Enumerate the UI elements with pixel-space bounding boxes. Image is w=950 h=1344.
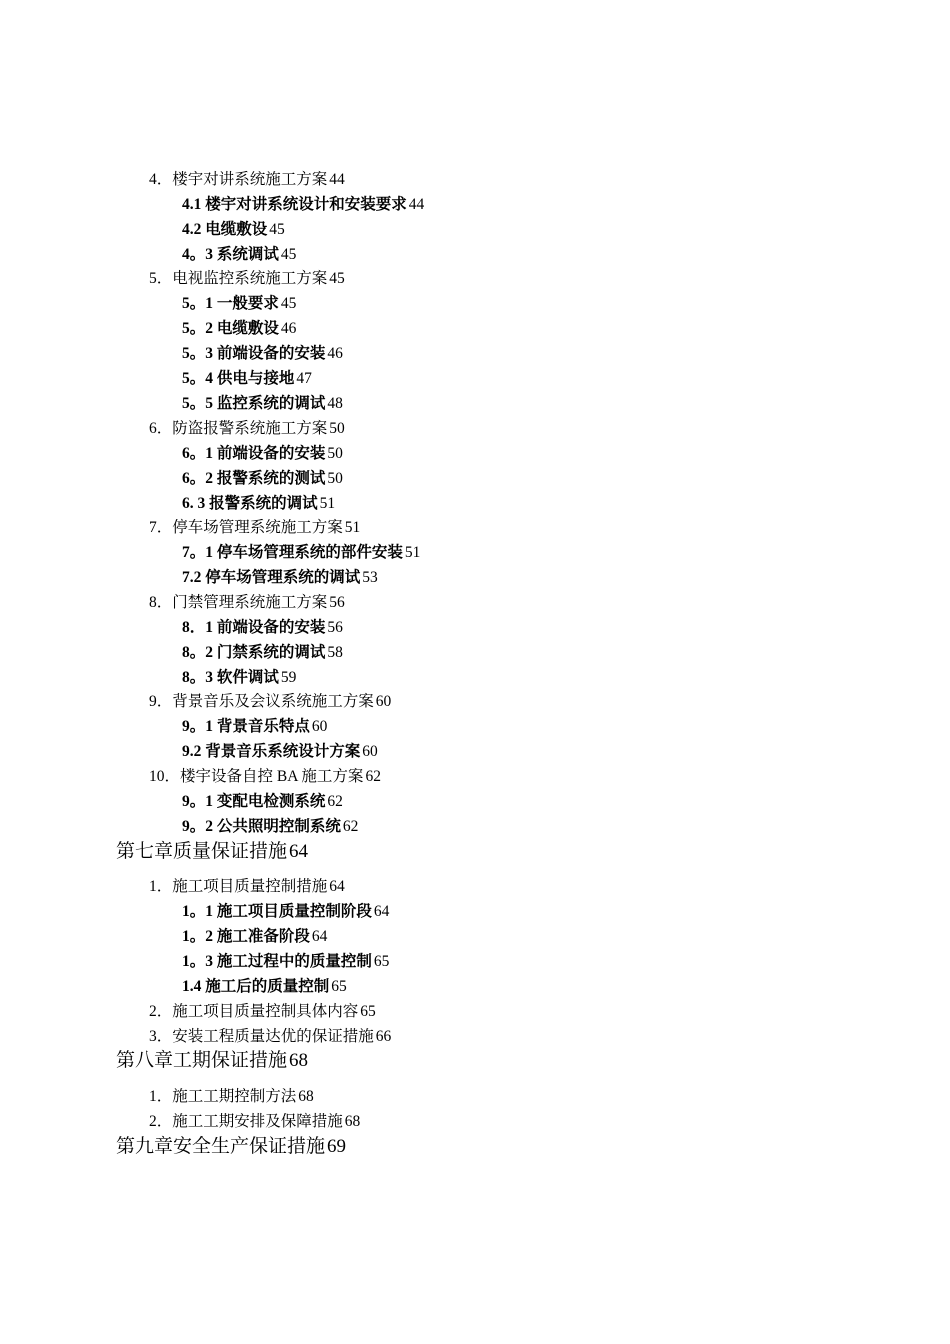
toc-page-number: 65 xyxy=(331,978,347,995)
toc-chapter-entry xyxy=(116,842,308,861)
toc-page-number: 65 xyxy=(360,1003,376,1020)
toc-page-number: 60 xyxy=(362,743,378,760)
toc-entry-label: 4。3 系统调试 xyxy=(182,246,279,263)
toc-page-number: 45 xyxy=(269,221,285,238)
toc-chapter-entry xyxy=(116,1137,346,1156)
toc-entry-label: 5．电视监控系统施工方案 xyxy=(149,270,328,287)
toc-section-entry xyxy=(149,1029,391,1045)
toc-subsection-entry xyxy=(182,645,343,661)
toc-page-number: 50 xyxy=(327,445,343,462)
toc-section-entry xyxy=(149,172,345,188)
toc-entry-label: 2．施工项目质量控制具体内容 xyxy=(149,1003,359,1020)
toc-subsection-entry xyxy=(182,819,358,835)
toc-entry-label: 10．楼宇设备自控 BA 施工方案 xyxy=(149,768,364,785)
toc-entry-label: 8．门禁管理系统施工方案 xyxy=(149,594,328,611)
toc-page-number: 68 xyxy=(344,1113,361,1130)
toc-page-number: 64 xyxy=(329,878,345,895)
toc-page-number: 68 xyxy=(298,1088,314,1105)
toc-entry-label: 5。2 电缆敷设 xyxy=(182,320,279,337)
toc-chapter-entry xyxy=(116,1051,308,1070)
toc-page-number: 44 xyxy=(408,196,425,213)
toc-page-number: 50 xyxy=(327,470,343,487)
toc-subsection-entry xyxy=(182,620,343,636)
toc-section-entry xyxy=(149,1004,376,1020)
toc-entry-label: 8。2 门禁系统的调试 xyxy=(182,644,326,661)
toc-subsection-entry xyxy=(182,446,343,462)
toc-page-number: 66 xyxy=(375,1028,392,1045)
toc-page-number: 51 xyxy=(344,519,361,536)
toc-subsection-entry xyxy=(182,296,296,312)
toc-page-number: 51 xyxy=(404,544,421,561)
toc-page-number: 51 xyxy=(319,495,336,512)
toc-entry-label: 4.1 楼宇对讲系统设计和安装要求 xyxy=(182,196,407,213)
toc-subsection-entry xyxy=(182,979,347,995)
toc-page-number: 60 xyxy=(375,693,392,710)
toc-subsection-entry xyxy=(182,719,327,735)
toc-page-number: 62 xyxy=(342,818,359,835)
toc-subsection-entry xyxy=(182,346,343,362)
toc-entry-label: 3．安装工程质量达优的保证措施 xyxy=(149,1028,374,1045)
toc-entry-label: 9。2 公共照明控制系统 xyxy=(182,818,341,835)
toc-subsection-entry xyxy=(182,321,296,337)
toc-entry-label: 6．防盗报警系统施工方案 xyxy=(149,420,328,437)
toc-subsection-entry xyxy=(182,222,285,238)
toc-subsection-entry xyxy=(182,954,389,970)
toc-page-number: 45 xyxy=(280,246,297,263)
toc-section-entry xyxy=(149,421,345,437)
toc-page-number: 53 xyxy=(362,569,378,586)
toc-subsection-entry xyxy=(182,670,296,686)
toc-page-number: 60 xyxy=(311,718,328,735)
toc-entry-label: 6。2 报警系统的测试 xyxy=(182,470,326,487)
toc-page-number: 64 xyxy=(373,903,390,920)
toc-entry-label: 7.2 停车场管理系统的调试 xyxy=(182,569,361,586)
toc-subsection-entry xyxy=(182,744,378,760)
toc-entry-label: 1.4 施工后的质量控制 xyxy=(182,978,330,995)
toc-section-entry xyxy=(149,879,345,895)
toc-subsection-entry xyxy=(182,247,296,263)
toc-subsection-entry xyxy=(182,396,343,412)
toc-page-number: 65 xyxy=(373,953,390,970)
toc-section-entry xyxy=(149,769,381,785)
toc-section-entry xyxy=(149,595,345,611)
toc-page-number: 64 xyxy=(289,841,309,862)
toc-subsection-entry xyxy=(182,371,312,387)
toc-page-number: 50 xyxy=(329,420,345,437)
toc-page-number: 45 xyxy=(280,295,297,312)
toc-entry-label: 1．施工工期控制方法 xyxy=(149,1088,297,1105)
toc-page-number: 44 xyxy=(329,171,345,188)
toc-entry-label: 1。1 施工项目质量控制阶段 xyxy=(182,903,372,920)
toc-entry-label: 5。4 供电与接地 xyxy=(182,370,295,387)
toc-page-number: 59 xyxy=(280,669,297,686)
toc-subsection-entry xyxy=(182,904,389,920)
toc-subsection-entry xyxy=(182,496,335,512)
toc-section-entry xyxy=(149,694,391,710)
toc-page-number: 58 xyxy=(327,644,343,661)
toc-entry-label: 8。3 软件调试 xyxy=(182,669,279,686)
toc-entry-label: 5。1 一般要求 xyxy=(182,295,279,312)
toc-section-entry xyxy=(149,520,360,536)
toc-page-number: 47 xyxy=(296,370,312,387)
toc-section-entry xyxy=(149,1089,314,1105)
toc-entry-label: 9.2 背景音乐系统设计方案 xyxy=(182,743,361,760)
toc-entry-label: 4.2 电缆敷设 xyxy=(182,221,268,238)
toc-entry-label: 7．停车场管理系统施工方案 xyxy=(149,519,343,536)
toc-entry-label: 2．施工工期安排及保障措施 xyxy=(149,1113,343,1130)
toc-page-number: 46 xyxy=(327,345,343,362)
toc-entry-label: 4．楼宇对讲系统施工方案 xyxy=(149,171,328,188)
toc-page-number: 56 xyxy=(327,619,343,636)
toc-page-number: 64 xyxy=(311,928,328,945)
toc-page-number: 69 xyxy=(327,1136,347,1157)
toc-entry-label: 第七章质量保证措施 xyxy=(116,841,288,862)
toc-section-entry xyxy=(149,1114,360,1130)
toc-entry-label: 9。1 背景音乐特点 xyxy=(182,718,310,735)
toc-entry-label: 7。1 停车场管理系统的部件安装 xyxy=(182,544,403,561)
toc-entry-label: 9。1 变配电检测系统 xyxy=(182,793,326,810)
toc-subsection-entry xyxy=(182,471,343,487)
toc-page-number: 68 xyxy=(289,1050,309,1071)
toc-entry-label: 9．背景音乐及会议系统施工方案 xyxy=(149,693,374,710)
toc-page-number: 56 xyxy=(329,594,345,611)
toc-subsection-entry xyxy=(182,545,420,561)
toc-entry-label: 1．施工项目质量控制措施 xyxy=(149,878,328,895)
toc-entry-label: 5。3 前端设备的安装 xyxy=(182,345,326,362)
toc-subsection-entry xyxy=(182,794,343,810)
toc-entry-label: 6. 3 报警系统的调试 xyxy=(182,495,318,512)
toc-subsection-entry xyxy=(182,929,327,945)
toc-entry-label: 8．1 前端设备的安装 xyxy=(182,619,326,636)
toc-entry-label: 1。2 施工准备阶段 xyxy=(182,928,310,945)
toc-page-number: 46 xyxy=(280,320,297,337)
toc-subsection-entry xyxy=(182,570,378,586)
toc-page-number: 48 xyxy=(327,395,343,412)
toc-page-number: 62 xyxy=(327,793,343,810)
toc-page-number: 62 xyxy=(365,768,381,785)
toc-entry-label: 第八章工期保证措施 xyxy=(116,1050,288,1071)
toc-entry-label: 5。5 监控系统的调试 xyxy=(182,395,326,412)
toc-entry-label: 6。1 前端设备的安装 xyxy=(182,445,326,462)
toc-entry-label: 1。3 施工过程中的质量控制 xyxy=(182,953,372,970)
toc-section-entry xyxy=(149,271,345,287)
toc-page-number: 45 xyxy=(329,270,345,287)
toc-entry-label: 第九章安全生产保证措施 xyxy=(116,1136,326,1157)
toc-subsection-entry xyxy=(182,197,424,213)
